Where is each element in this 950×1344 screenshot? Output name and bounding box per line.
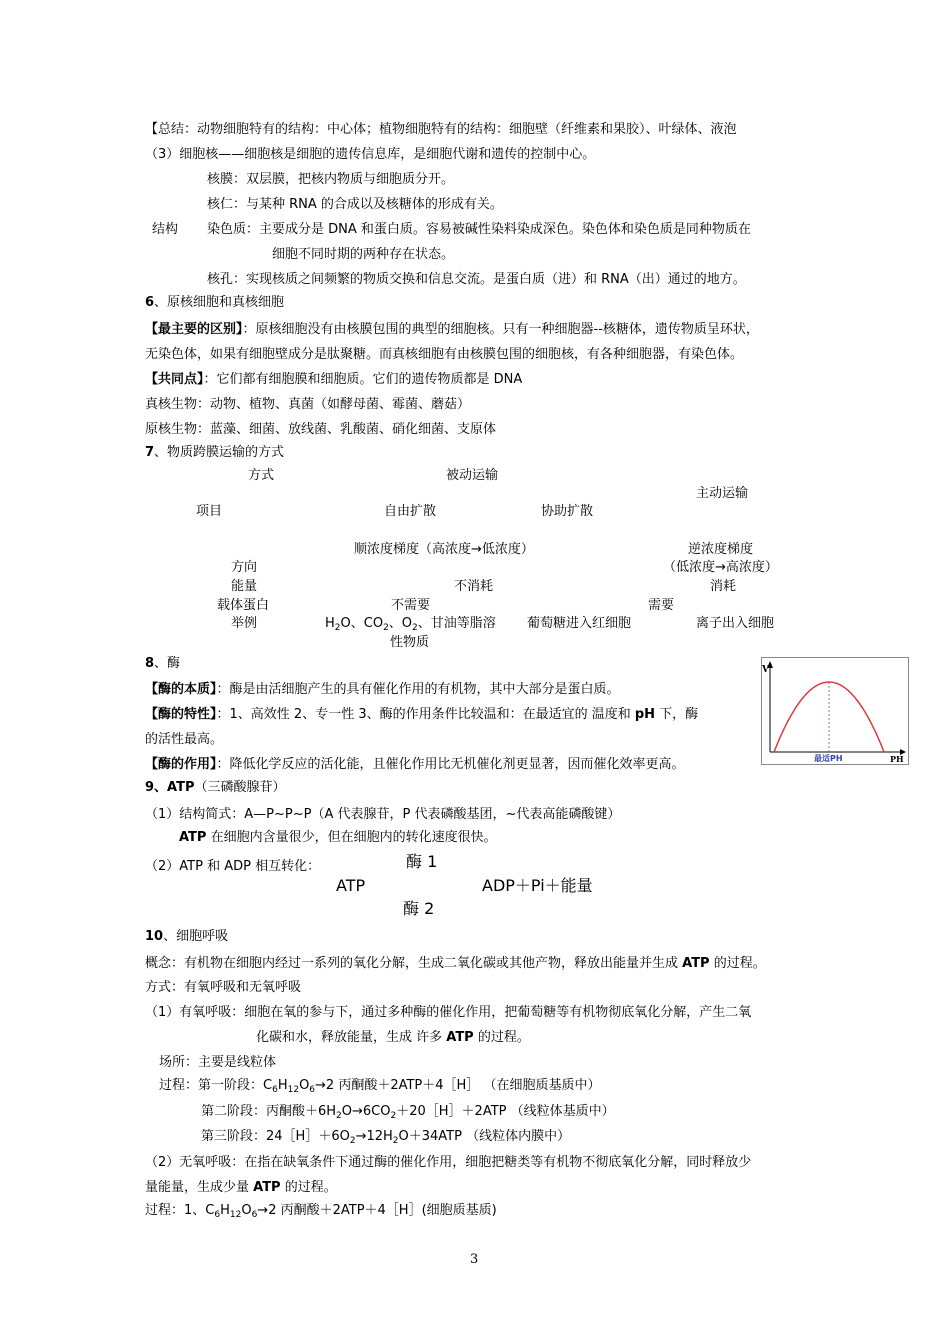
cell-carrier-need: 需要 (648, 598, 675, 613)
an-sub-6b: 6 (251, 1210, 258, 1220)
section-6-num: 6 (145, 295, 155, 310)
anaerobic-def: （2）无氧呼吸：在指在缺氧条件下通过酶的催化作用，细胞把糖类等有机物不彻底氧化分解，同时释放少 (145, 1155, 752, 1170)
anaerobic-process (145, 1202, 497, 1220)
eukaryote-line: 真核生物：动物、植物、真菌（如酵母菌、霉菌、蘑菇） (145, 397, 471, 412)
x-axis-label: PH (890, 754, 904, 764)
main-difference-cont: 无染色体，如果有细胞壁成分是肽聚糖。而真核细胞有由核膜包围的细胞核，有各种细胞器，有染色体。 (145, 347, 744, 362)
section-8-num: 8 (145, 656, 155, 671)
an-label: 过程：1、 (145, 1203, 206, 1218)
enzyme-role-text: ：降低化学反应的活化能，且催化作用比无机催化剂更显著，因而催化效率更高。 (216, 757, 685, 772)
section-6-title (145, 294, 284, 312)
atp-content (179, 829, 497, 847)
cell-energy-active: 消耗 (710, 579, 737, 594)
aerobic-def: （1）有氧呼吸：细胞在氧的参与下，通过多种酶的催化作用，把葡萄糖等有机物彻底氧化分解，产生二氧 (145, 1005, 752, 1020)
stage2-sub-a: 2 (336, 1111, 342, 1121)
stage1-sub-6a: 6 (272, 1085, 278, 1095)
cell-energy-passive: 不消耗 (454, 579, 494, 594)
section-10-num: 10 (145, 929, 164, 944)
atp-content-bold: ATP (179, 830, 207, 845)
enzyme-role (145, 756, 685, 774)
enzyme-nature-text: ：酶是由活细胞产生的具有催化作用的有机物，其中大部分是蛋白质。 (216, 682, 620, 697)
section-6-text: 、原核细胞和真核细胞 (154, 295, 285, 310)
anaerobic-atp: ATP (253, 1180, 281, 1195)
stage2-c: ＋20［H］＋2ATP （线粒体基质中） (396, 1104, 615, 1119)
aerobic-b: 的过程。 (473, 1030, 530, 1045)
section-9-title (145, 779, 286, 797)
ex-o-co: O、CO (340, 616, 384, 631)
stage1-h: H (277, 1078, 288, 1093)
stage3-sub-a: 2 (349, 1136, 356, 1146)
an-c: C (205, 1203, 215, 1218)
enzyme-prop-text: ：1、高效性 2、专一性 3、酶的作用条件比较温和：在最适宜的 温度和 (216, 707, 635, 722)
atp-structure: （1）结构简式：A—P~P~P（A 代表腺苷，P 代表磷酸基团，~代表高能磷酸键） (145, 807, 621, 822)
section-10-title (145, 928, 228, 946)
stage2-b: O→6CO (341, 1104, 391, 1119)
aerobic-stage-2 (201, 1103, 615, 1121)
cell-dir-passive: 顺浓度梯度（高浓度→低浓度） (354, 542, 534, 557)
row-label-energy: 能量 (231, 579, 258, 594)
table-header-passive: 被动运输 (446, 468, 499, 483)
common-point (145, 371, 522, 389)
atp-label: ATP (336, 876, 366, 895)
table-header-free: 自由扩散 (384, 504, 437, 519)
concept-b: 的过程。 (709, 956, 766, 971)
cell-dir-active-2: （低浓度→高浓度） (663, 560, 778, 575)
an-sub-6a: 6 (214, 1210, 221, 1220)
section-10-text: 、细胞呼吸 (163, 929, 229, 944)
page-number: 3 (470, 1252, 479, 1267)
stage3-b: →12H (355, 1129, 393, 1144)
aerobic-stage-1 (159, 1077, 600, 1095)
stage1-sub-6b: 6 (309, 1085, 316, 1095)
cell-example-active: 离子出入细胞 (696, 616, 775, 631)
anaerobic-b: 的过程。 (280, 1180, 337, 1195)
enzyme-nature (145, 681, 620, 699)
stage1-o: O (299, 1078, 310, 1093)
enzyme-nature-label: 【酶的本质】 (145, 682, 217, 697)
activity-curve (774, 682, 884, 752)
aerobic-atp: ATP (446, 1030, 474, 1045)
section-9-num: 9 (145, 780, 155, 795)
optimum-annotation: 最适PH (814, 754, 843, 763)
aerobic-def-cont (256, 1029, 530, 1047)
aerobic-site: 场所：主要是线粒体 (159, 1055, 277, 1070)
section-7-text: 、物质跨膜运输的方式 (154, 445, 285, 460)
ex-sub-3: 2 (412, 623, 418, 633)
cell-dir-active: 逆浓度梯度 (688, 542, 754, 557)
section-9-atp: 、ATP (154, 780, 195, 795)
enzyme-properties-cont: 的活性最高。 (145, 732, 224, 747)
ex-sub-1: 2 (334, 623, 341, 633)
concept-atp: ATP (682, 956, 710, 971)
stage2-sub-b: 2 (390, 1111, 397, 1121)
row-label-example: 举例 (231, 616, 258, 631)
aerobic-stage-3 (201, 1128, 570, 1146)
main-difference-label: 【最主要的区别】 (145, 322, 243, 337)
enzyme-prop-end: 下，酶 (655, 707, 699, 722)
section-8-text: 、酶 (154, 656, 181, 671)
table-header-facilitated: 协助扩散 (541, 504, 594, 519)
ex-rest: 、甘油等脂溶 (417, 616, 496, 631)
section-8-title (145, 655, 180, 673)
stage1-label: 过程：第一阶段： (159, 1078, 264, 1093)
enzyme-role-label: 【酶的作用】 (145, 757, 217, 772)
concept-a: 概念：有机物在细胞内经过一系列的氧化分解，生成二氧化碳或其他产物，释放出能量并生成 (145, 956, 683, 971)
common-point-text: ：它们都有细胞膜和细胞质。它们的遗传物质都是 DNA (203, 372, 523, 387)
ex-o2: 、O (388, 616, 413, 631)
table-header-xiangmu: 项目 (196, 504, 223, 519)
cell-example-facilitated: 葡萄糖进入红细胞 (527, 616, 632, 631)
stage1-rest: →2 丙酮酸＋2ATP＋4［H］ （在细胞质基质中） (315, 1078, 601, 1093)
stage1-sub-12: 12 (287, 1085, 300, 1095)
respiration-concept (145, 955, 766, 973)
summary-line: 【总结：动物细胞特有的结构：中心体；植物细胞特有的结构：细胞壁（纤维素和果胶）、叶绿体、液泡 (145, 122, 737, 137)
table-header-active: 主动运输 (696, 486, 749, 501)
stage2-a: 第二阶段：丙酮酸＋6H (201, 1104, 337, 1119)
stage3-a: 第三阶段：24［H］＋6O (201, 1129, 350, 1144)
cell-example-free (325, 615, 496, 633)
enzyme-2: 酶 2 (403, 899, 435, 918)
structure-label: 结构 (152, 222, 179, 237)
cell-example-free-cont: 性物质 (390, 635, 430, 650)
prokaryote-line: 原核生物：蓝藻、细菌、放线菌、乳酸菌、硝化细菌、支原体 (145, 422, 497, 437)
y-axis-label: V (762, 665, 769, 675)
table-header-fangshi: 方式 (248, 468, 275, 483)
ex-h: H (325, 616, 335, 631)
enzyme-1: 酶 1 (406, 852, 438, 871)
anaerobic-def-cont (145, 1179, 337, 1197)
adp-label: ADP＋Pi＋能量 (482, 876, 593, 895)
cell-carrier-free: 不需要 (391, 598, 431, 613)
row-label-direction: 方向 (231, 560, 258, 575)
enzyme-prop-label: 【酶的特性】 (145, 707, 217, 722)
an-h: H (220, 1203, 230, 1218)
atp-content-rest: 在细胞内含量很少，但在细胞内的转化速度很快。 (206, 830, 497, 845)
nucleus-heading: （3）细胞核——细胞核是细胞的遗传信息库，是细胞代谢和遗传的控制中心。 (145, 147, 596, 162)
section-7-num: 7 (145, 445, 155, 460)
stage3-c: O＋34ATP （线粒体内膜中） (398, 1129, 571, 1144)
stage1-c: C (263, 1078, 273, 1093)
nucleolus: 核仁：与某种 RNA 的合成以及核糖体的形成有关。 (207, 197, 503, 212)
enzyme-properties (145, 706, 698, 724)
chart-svg (762, 658, 908, 764)
section-9-rest: （三磷酸腺苷） (194, 780, 286, 795)
stage3-sub-b: 2 (392, 1136, 399, 1146)
nuclear-pore: 核孔：实现核质之间频繁的物质交换和信息交流。是蛋白质（进）和 RNA（出）通过的地方。 (207, 272, 746, 287)
nuclear-membrane: 核膜：双层膜，把核内物质与细胞质分开。 (207, 172, 455, 187)
ex-sub-2: 2 (383, 623, 389, 633)
common-point-label: 【共同点】 (145, 372, 204, 387)
aerobic-a: 化碳和水，释放能量，生成 许多 (256, 1030, 447, 1045)
enzyme-ph-chart (761, 657, 909, 765)
main-difference-text: ：原核细胞没有由核膜包围的典型的细胞核。只有一种细胞器--核糖体，遗传物质呈环状， (242, 322, 759, 337)
an-o: O (241, 1203, 252, 1218)
main-difference (145, 321, 759, 339)
row-label-carrier: 载体蛋白 (217, 598, 270, 613)
an-rest: →2 丙酮酸＋2ATP＋4［H］(细胞质基质) (257, 1203, 497, 1218)
an-sub-12: 12 (229, 1210, 242, 1220)
respiration-ways: 方式：有氧呼吸和无氧呼吸 (145, 980, 302, 995)
section-7-title (145, 444, 284, 462)
chromatin-cont: 细胞不同时期的两种存在状态。 (272, 247, 455, 262)
atp-conversion: （2）ATP 和 ADP 相互转化： (145, 859, 321, 874)
chromatin: 染色质：主要成分是 DNA 和蛋白质。容易被碱性染料染成深色。染色体和染色质是同种物质在 (207, 222, 751, 237)
anaerobic-a: 量能量，生成少量 (145, 1180, 254, 1195)
enzyme-prop-ph: pH (634, 707, 656, 722)
